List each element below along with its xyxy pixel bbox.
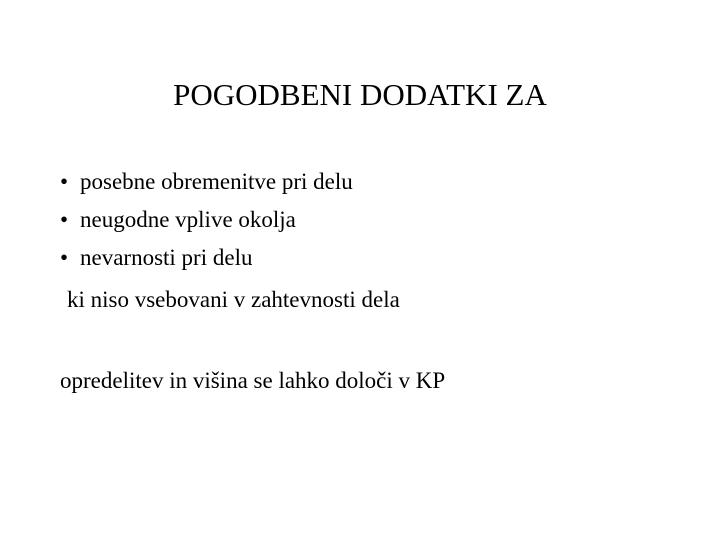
list-item [60, 239, 353, 277]
bullet-marker: • [60, 207, 69, 232]
list-item [60, 201, 353, 239]
bullet-marker: • [60, 169, 69, 194]
slide-title: POGODBENI DODATKI ZA [173, 77, 547, 112]
list-note: ki niso vsebovani v zahtevnosti dela [67, 287, 400, 312]
bullet-marker: • [60, 245, 69, 270]
list-item-text: nevarnosti pri delu [80, 245, 253, 270]
list-item [60, 163, 353, 201]
footer-text: opredelitev in višina se lahko določi v KP [60, 368, 446, 393]
list-item-text: neugodne vplive okolja [80, 207, 296, 232]
bullet-list [60, 163, 353, 277]
list-item-text: posebne obremenitve pri delu [80, 169, 353, 194]
